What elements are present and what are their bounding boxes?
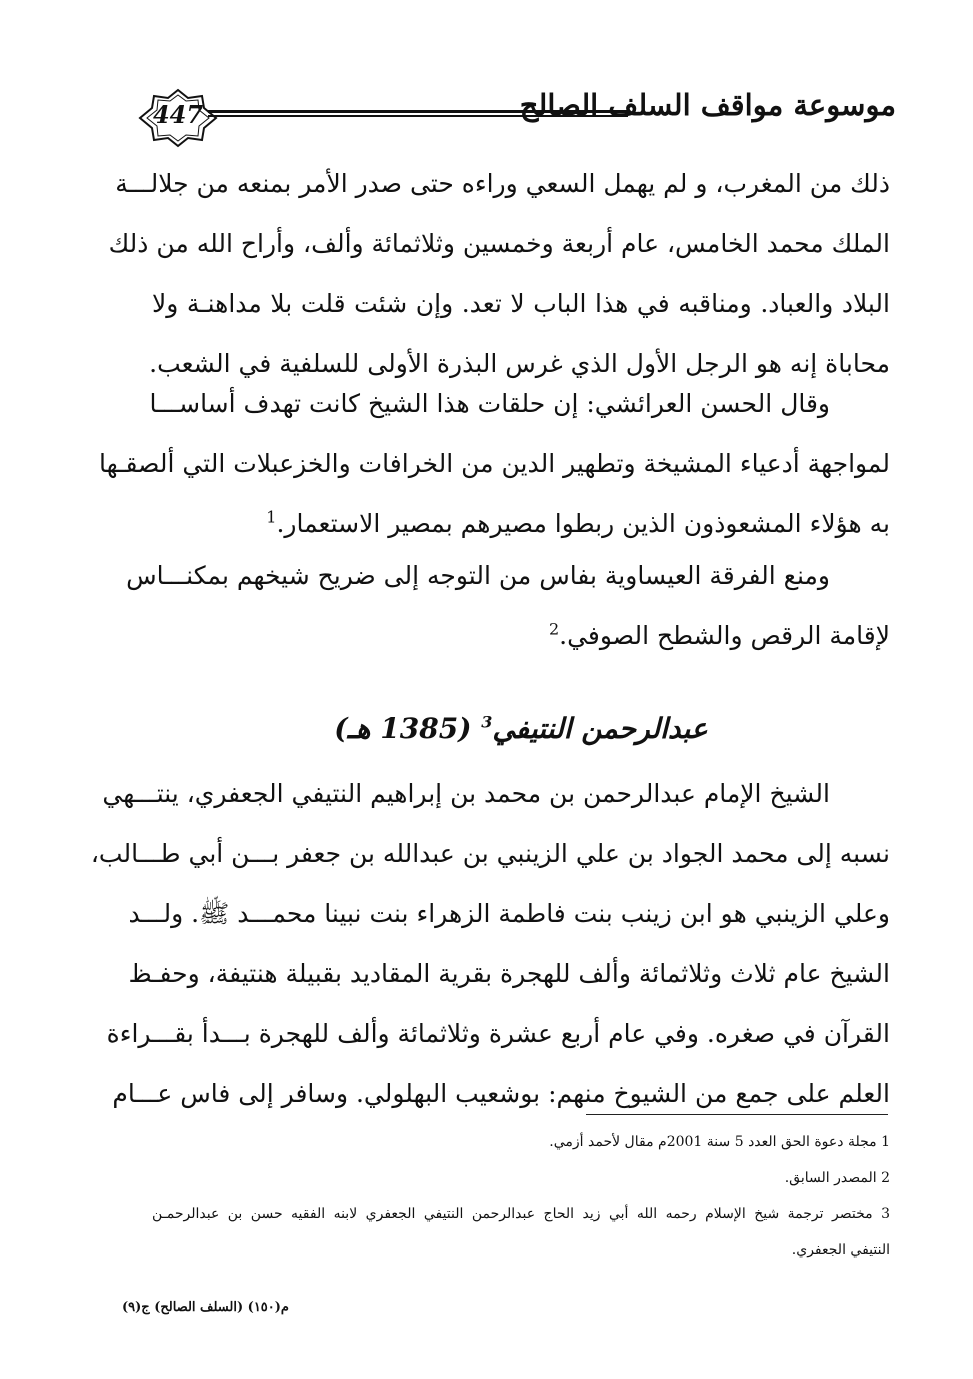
printer-signature: م(١٥٠) (السلف الصالح) ج(٩) <box>122 1300 289 1315</box>
footnote-1: 1 مجلة دعوة الحق العدد 5 سنة 2001م مقال لأحمد أزمي. <box>549 1134 890 1150</box>
footnotes <box>152 1124 890 1268</box>
text-line: القرآن في صغره. وفي عام أربع عشرة وثلاثمائة وألف للهجرة بـــدأ بقـــراءة <box>106 1019 890 1048</box>
text-line: الشيخ عام ثلاث وثلاثمائة وألف للهجرة بقرية المقاديد بقبيلة هنتيفة، وحفـظ <box>128 959 890 988</box>
footnote-ref-3: 3 <box>481 712 493 732</box>
footnote-3-continued: النتيفي الجعفري. <box>791 1242 890 1258</box>
text-line: الملك محمد الخامس، عام أربعة وخمسين وثلاثمائة وألف، وأراح الله من ذلك <box>108 229 890 258</box>
paragraph-2 <box>99 374 890 554</box>
page-header <box>138 88 896 152</box>
page-number: 447 <box>152 100 204 129</box>
footnote-2: 2 المصدر السابق. <box>784 1170 890 1186</box>
paragraph-3 <box>126 546 890 666</box>
section-heading <box>152 712 890 745</box>
paragraph-4 <box>90 764 890 1124</box>
text-line: الشيخ الإمام عبدالرحمن بن محمد بن إبراهيم النتيفي الجعفري، ينتـــهي <box>102 779 830 808</box>
text-line: ومنع الفرقة العيساوية بفاس من التوجه إلى ضريح شيخهم بمكنـــاس <box>126 561 830 590</box>
text-line: وقال الحسن العرائشي: إن حلقات هذا الشيخ كانت تهدف أساســـا <box>149 389 830 418</box>
text-line: نسبه إلى محمد الجواد بن علي الزينبي بن عبدالله بن جعفر بـــن أبي طـــالب، <box>90 839 890 868</box>
text-line-content: لإقامة الرقص والشطح الصوفي. <box>559 621 890 650</box>
text-line: العلم على جمع من الشيوخ منهم: بوشعيب البهلولي. وسافر إلى فاس عـــام <box>112 1079 890 1108</box>
text-line: محاباة إنه هو الرجل الأول الذي غرس البذرة الأولى للسلفية في الشعب. <box>149 349 890 378</box>
text-line: ذلك من المغرب، و لم يهمل السعي وراءه حتى صدر الأمر بمنعه من جلالـــة <box>115 169 890 198</box>
section-name: عبدالرحمن النتيفي <box>492 712 708 745</box>
footnote-ref-2: 2 <box>548 619 560 639</box>
series-title: موسوعة مواقف السلف الصالح <box>519 88 896 122</box>
footnote-separator <box>586 1114 888 1115</box>
footnote-3: 3 مختصر ترجمة شيخ الإسلام رحمه الله أبي زيد الحاج عبدالرحمن النتيفي الجعفري لابنه الفقيه حسن بن عبدالرحمـن <box>152 1206 890 1222</box>
text-line: البلاد والعباد. ومناقبه في هذا الباب لا تعد. وإن شئت قلت بلا مداهنـة ولا <box>152 289 890 318</box>
text-line-content: به هؤلاء المشعوذون الذين ربطوا مصيرهم بمصير الاستعمار. <box>276 509 890 538</box>
text-line: وعلي الزينبي هو ابن زينب بنت فاطمة الزهراء بنت نبينا محمـــد ﷺ. ولـــد <box>128 899 890 928</box>
footnote-ref-1: 1 <box>266 507 277 527</box>
text-line <box>152 606 890 666</box>
text-line <box>152 494 890 554</box>
text-line: لمواجهة أدعياء المشيخة وتطهير الدين من الخرافات والخزعبلات التي ألصقـها <box>99 449 890 478</box>
paragraph-1 <box>108 154 890 394</box>
section-year: (1385 هـ) <box>334 712 472 745</box>
